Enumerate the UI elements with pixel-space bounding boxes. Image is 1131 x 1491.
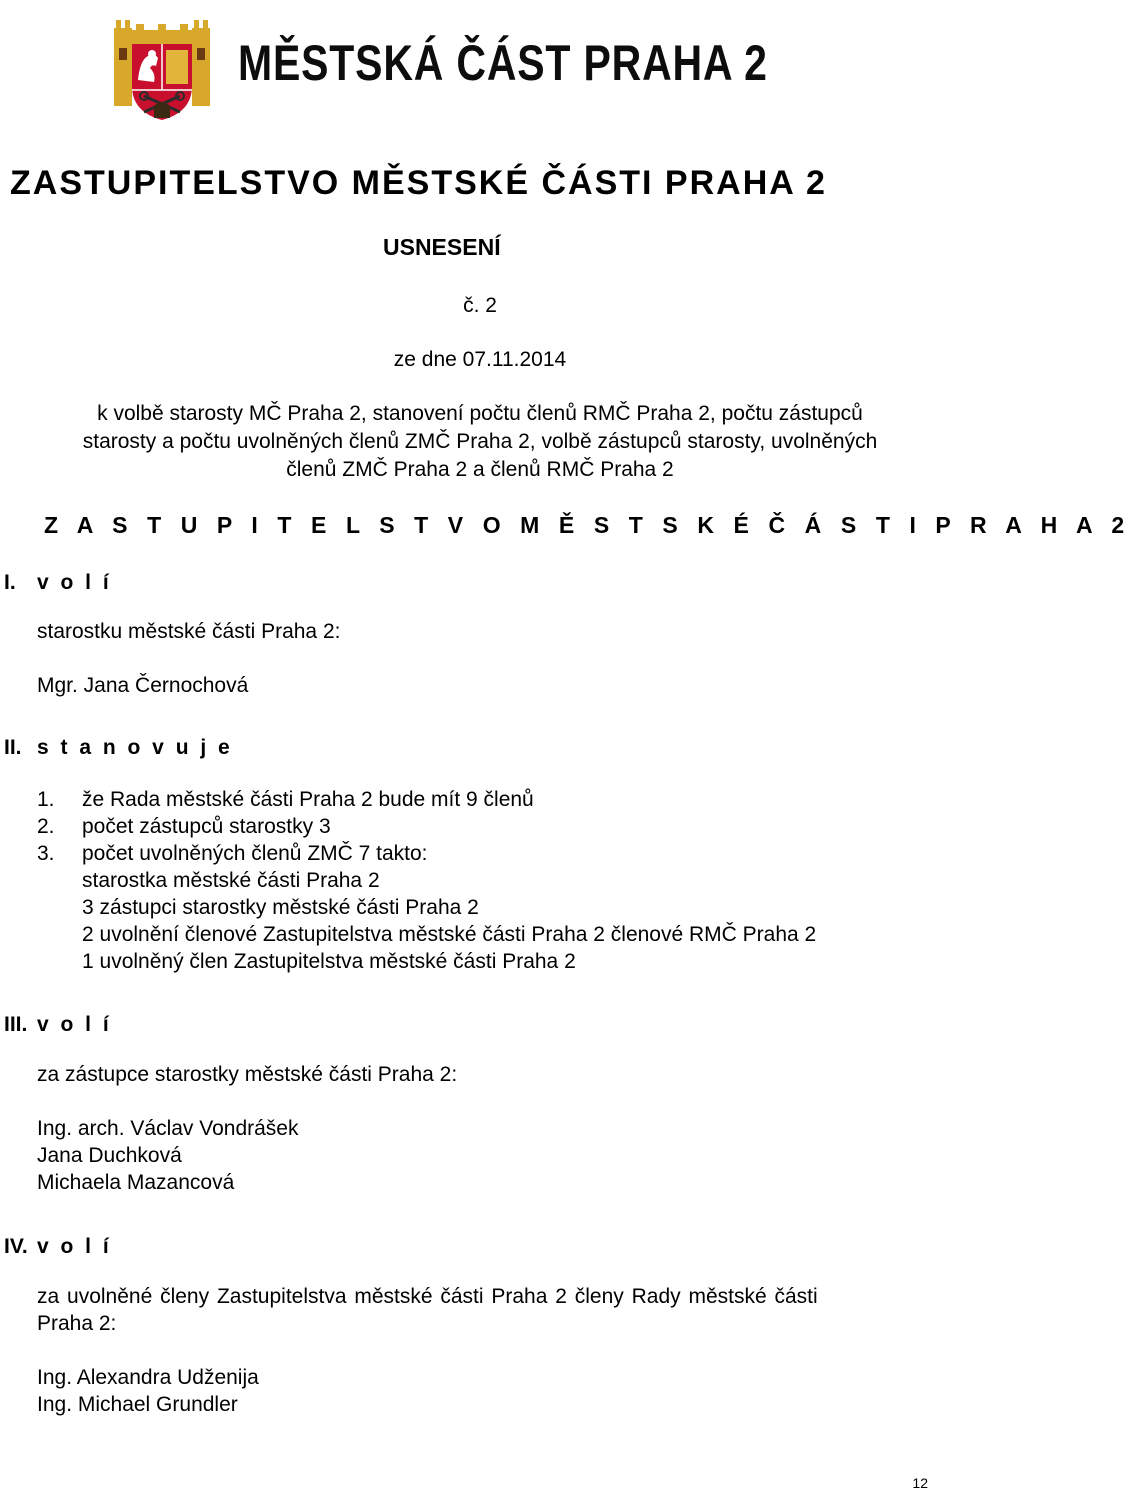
section-number: IV. [4,1235,28,1258]
section-number: II. [4,736,22,759]
subject-line: k volbě starosty MČ Praha 2, stanovení počtu členů RMČ Praha 2, počtu zástupců [97,402,863,425]
list-number: 1. [37,788,55,811]
section-intro: za zástupce starostky městské části Praha 2: [37,1063,458,1086]
section-intro: za uvolněné členy Zastupitelstva městské části Praha 2 členy Rady městské části [37,1285,818,1308]
section-verb: s t a n o v u j e [37,736,233,759]
page-number: 12 [912,1475,928,1491]
section-intro: Praha 2: [37,1312,117,1335]
section-verb: v o l í [37,1013,112,1036]
list-item: že Rada městské části Praha 2 bude mít 9 členů [82,788,534,811]
document-title: ZASTUPITELSTVO MĚSTSKÉ ČÁSTI PRAHA 2 [10,164,827,202]
list-subline: starostka městské části Praha 2 [82,869,380,892]
subject-line: starosty a počtu uvolněných členů ZMČ Praha 2, volbě zástupců starosty, uvolněných [82,430,878,453]
section-verb: v o l í [37,1235,112,1258]
resolution-number: č. 2 [463,294,497,317]
list-number: 3. [37,842,55,865]
list-item: počet zástupců starostky 3 [82,815,331,838]
council-heading: Z A S T U P I T E L S T V O M Ě S T S K É Č Á S T I P R A H A 2 [44,512,1131,538]
resolution-date: ze dne 07.11.2014 [393,348,567,371]
praha2-coat-of-arms-icon [114,20,210,120]
elected-name: Ing. arch. Václav Vondrášek [37,1117,299,1140]
section-intro: starostku městské části Praha 2: [37,620,341,643]
section-verb: v o l í [37,571,112,594]
elected-name: Mgr. Jana Černochová [37,674,249,697]
list-subline: 3 zástupci starostky městské části Praha 2 [82,896,479,919]
elected-name: Ing. Alexandra Udženija [37,1366,259,1389]
elected-name: Michaela Mazancová [37,1171,235,1194]
resolution-heading: USNESENÍ [383,234,501,260]
section-number: I. [4,571,16,594]
subject-line: členů ZMČ Praha 2 a členů RMČ Praha 2 [286,458,674,481]
elected-name: Ing. Michael Grundler [37,1393,238,1416]
list-subline: 1 uvolněný člen Zastupitelstva městské části Praha 2 [82,950,576,973]
elected-name: Jana Duchková [37,1144,182,1167]
list-item: počet uvolněných členů ZMČ 7 takto: [82,842,428,865]
brand-title: MĚSTSKÁ ČÁST PRAHA 2 [238,35,768,91]
list-number: 2. [37,815,55,838]
section-number: III. [4,1013,28,1036]
list-subline: 2 uvolnění členové Zastupitelstva městské části Praha 2 členové RMČ Praha 2 [82,923,817,946]
